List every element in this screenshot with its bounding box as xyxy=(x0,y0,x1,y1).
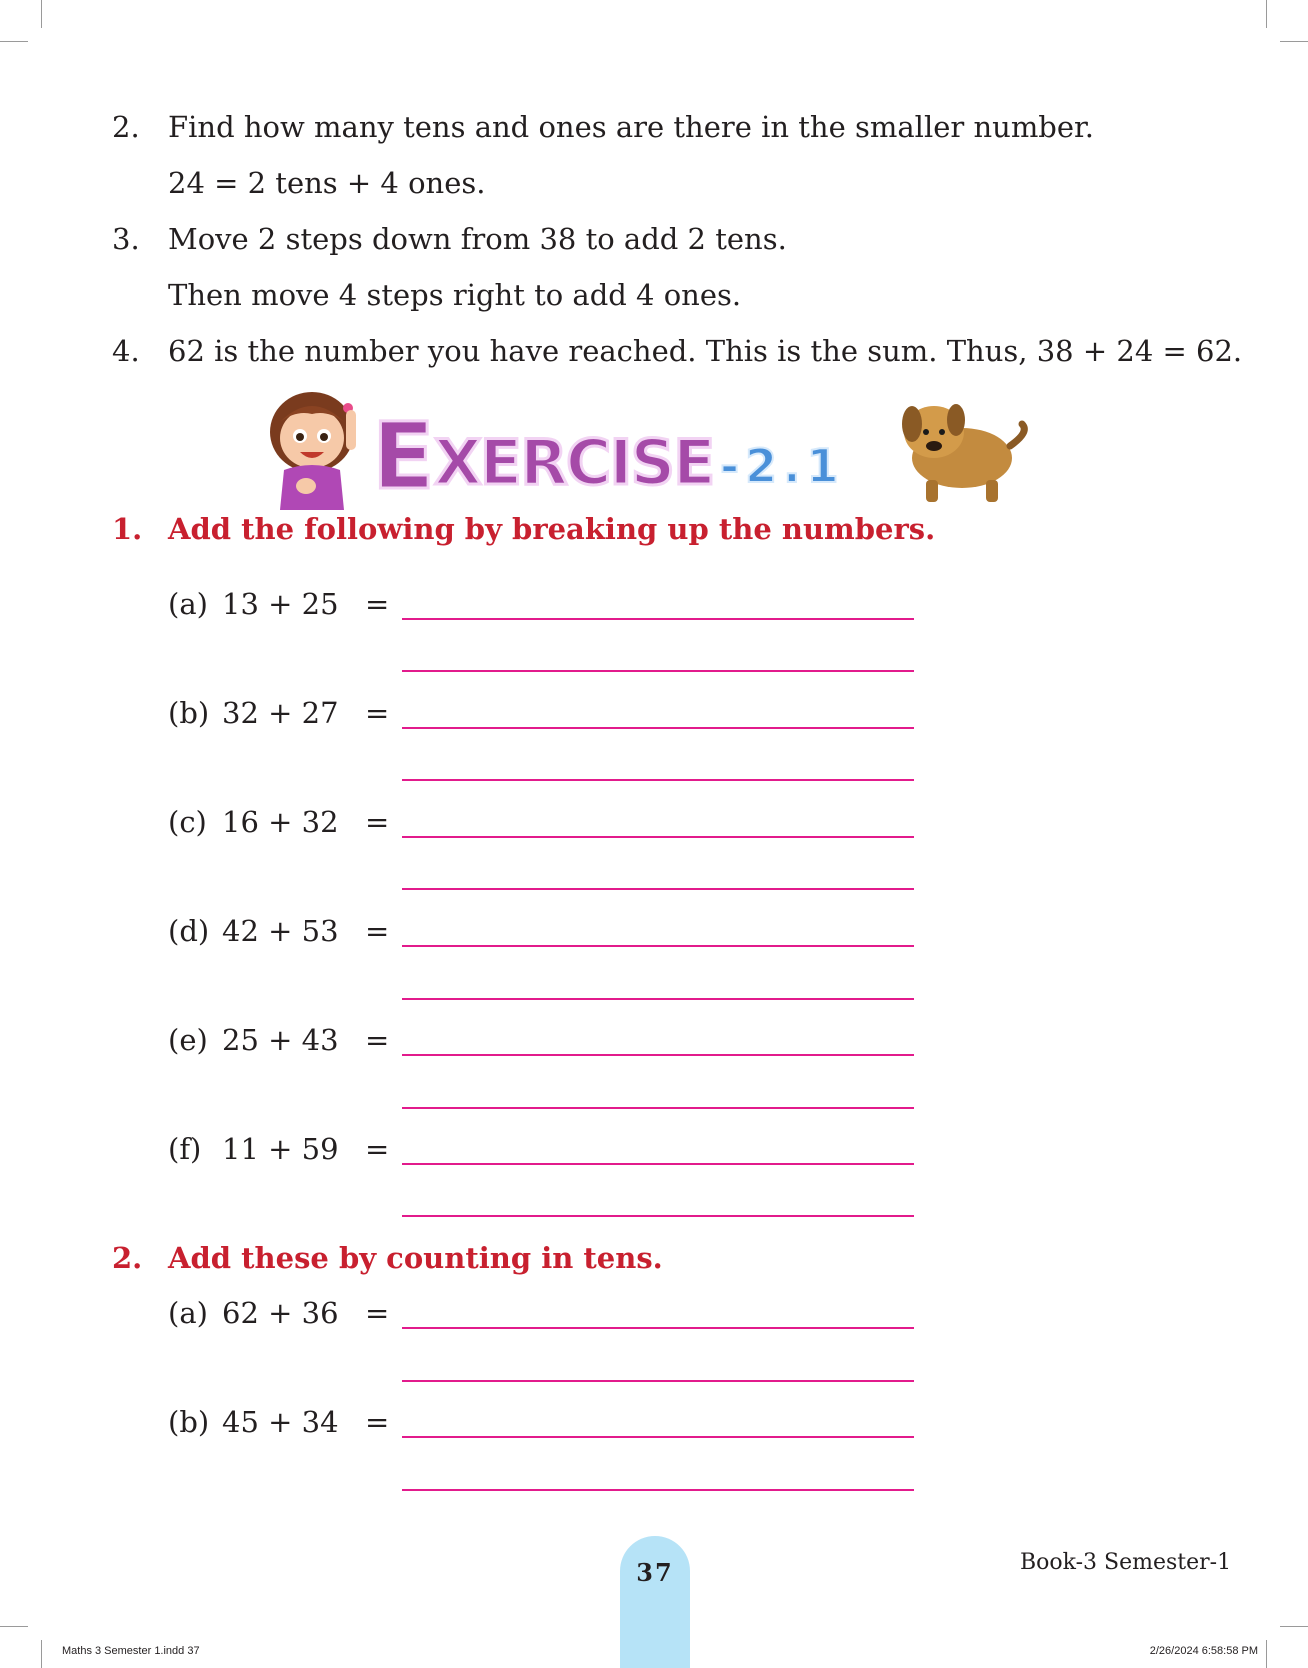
equals-sign: = xyxy=(365,805,390,839)
exercise-item xyxy=(0,1296,1308,1356)
equals-sign: = xyxy=(365,1132,390,1166)
crop-mark xyxy=(1266,0,1267,28)
exercise-item xyxy=(0,587,1308,647)
exercise-item xyxy=(0,805,1308,865)
exercise-item xyxy=(0,1023,1308,1083)
item-label: (f) xyxy=(168,1132,202,1166)
crop-mark xyxy=(0,41,28,42)
question-number: 1. xyxy=(112,512,143,546)
answer-line[interactable] xyxy=(402,888,914,890)
equals-sign: = xyxy=(365,696,390,730)
crop-mark xyxy=(0,1626,28,1627)
answer-line[interactable] xyxy=(402,1107,914,1109)
answer-line[interactable] xyxy=(402,779,914,781)
item-label: (c) xyxy=(168,805,207,839)
crop-mark xyxy=(41,1640,42,1668)
girl-pointing-illustration xyxy=(270,392,356,510)
answer-line[interactable] xyxy=(402,998,914,1000)
exercise-banner-graphic xyxy=(262,380,1052,510)
exercise-number: -2.1 xyxy=(720,439,845,493)
book-label: Book-3 Semester-1 xyxy=(1020,1550,1232,1575)
print-slug-right: 2/26/2024 6:58:58 PM xyxy=(1149,1645,1258,1657)
item-label: (b) xyxy=(168,696,210,730)
page-number: 37 xyxy=(636,1558,674,1587)
crop-mark xyxy=(1266,1640,1267,1668)
exercise-title xyxy=(372,403,845,510)
exercise-banner xyxy=(262,380,1052,510)
exercise-item xyxy=(0,696,1308,756)
crop-mark xyxy=(1280,1626,1308,1627)
step-number: 4. xyxy=(112,334,140,368)
item-expression: 42 + 53 xyxy=(222,914,339,948)
step-text: Move 2 steps down from 38 to add 2 tens. xyxy=(168,222,787,256)
toy-dog-illustration xyxy=(902,404,1024,502)
item-label: (d) xyxy=(168,914,210,948)
page-number-tab xyxy=(620,1536,690,1668)
step-text: 62 is the number you have reached. This is the sum. Thus, 38 + 24 = 62. xyxy=(168,334,1243,368)
equals-sign: = xyxy=(365,587,390,621)
answer-line[interactable] xyxy=(402,1489,914,1491)
answer-line[interactable] xyxy=(402,727,914,729)
step-number: 3. xyxy=(112,222,140,256)
equals-sign: = xyxy=(365,914,390,948)
answer-line[interactable] xyxy=(402,1215,914,1217)
step-text: Then move 4 steps right to add 4 ones. xyxy=(168,278,742,312)
answer-line[interactable] xyxy=(402,1436,914,1438)
item-expression: 45 + 34 xyxy=(222,1405,339,1439)
item-label: (a) xyxy=(168,1296,208,1330)
item-expression: 25 + 43 xyxy=(222,1023,339,1057)
equals-sign: = xyxy=(365,1296,390,1330)
equals-sign: = xyxy=(365,1023,390,1057)
print-slug-left: Maths 3 Semester 1.indd 37 xyxy=(62,1645,200,1657)
item-expression: 11 + 59 xyxy=(222,1132,339,1166)
item-label: (b) xyxy=(168,1405,210,1439)
item-expression: 13 + 25 xyxy=(222,587,339,621)
step-text: 24 = 2 tens + 4 ones. xyxy=(168,166,486,200)
step-number: 2. xyxy=(112,110,140,144)
item-expression: 62 + 36 xyxy=(222,1296,339,1330)
exercise-first-letter: E xyxy=(372,403,435,510)
question-title: Add the following by breaking up the numbers. xyxy=(168,512,936,546)
answer-line[interactable] xyxy=(402,1380,914,1382)
crop-mark xyxy=(1280,41,1308,42)
answer-line[interactable] xyxy=(402,670,914,672)
exercise-word: XERCISE xyxy=(434,426,714,499)
exercise-item xyxy=(0,914,1308,974)
answer-line[interactable] xyxy=(402,836,914,838)
crop-mark xyxy=(41,0,42,28)
question-number: 2. xyxy=(112,1241,143,1275)
answer-line[interactable] xyxy=(402,1163,914,1165)
answer-line[interactable] xyxy=(402,618,914,620)
item-expression: 16 + 32 xyxy=(222,805,339,839)
item-label: (a) xyxy=(168,587,208,621)
item-label: (e) xyxy=(168,1023,208,1057)
answer-line[interactable] xyxy=(402,945,914,947)
exercise-item xyxy=(0,1405,1308,1465)
exercise-item xyxy=(0,1132,1308,1192)
item-expression: 32 + 27 xyxy=(222,696,339,730)
equals-sign: = xyxy=(365,1405,390,1439)
step-text: Find how many tens and ones are there in the smaller number. xyxy=(168,110,1094,144)
answer-line[interactable] xyxy=(402,1327,914,1329)
answer-line[interactable] xyxy=(402,1054,914,1056)
question-title: Add these by counting in tens. xyxy=(168,1241,663,1275)
